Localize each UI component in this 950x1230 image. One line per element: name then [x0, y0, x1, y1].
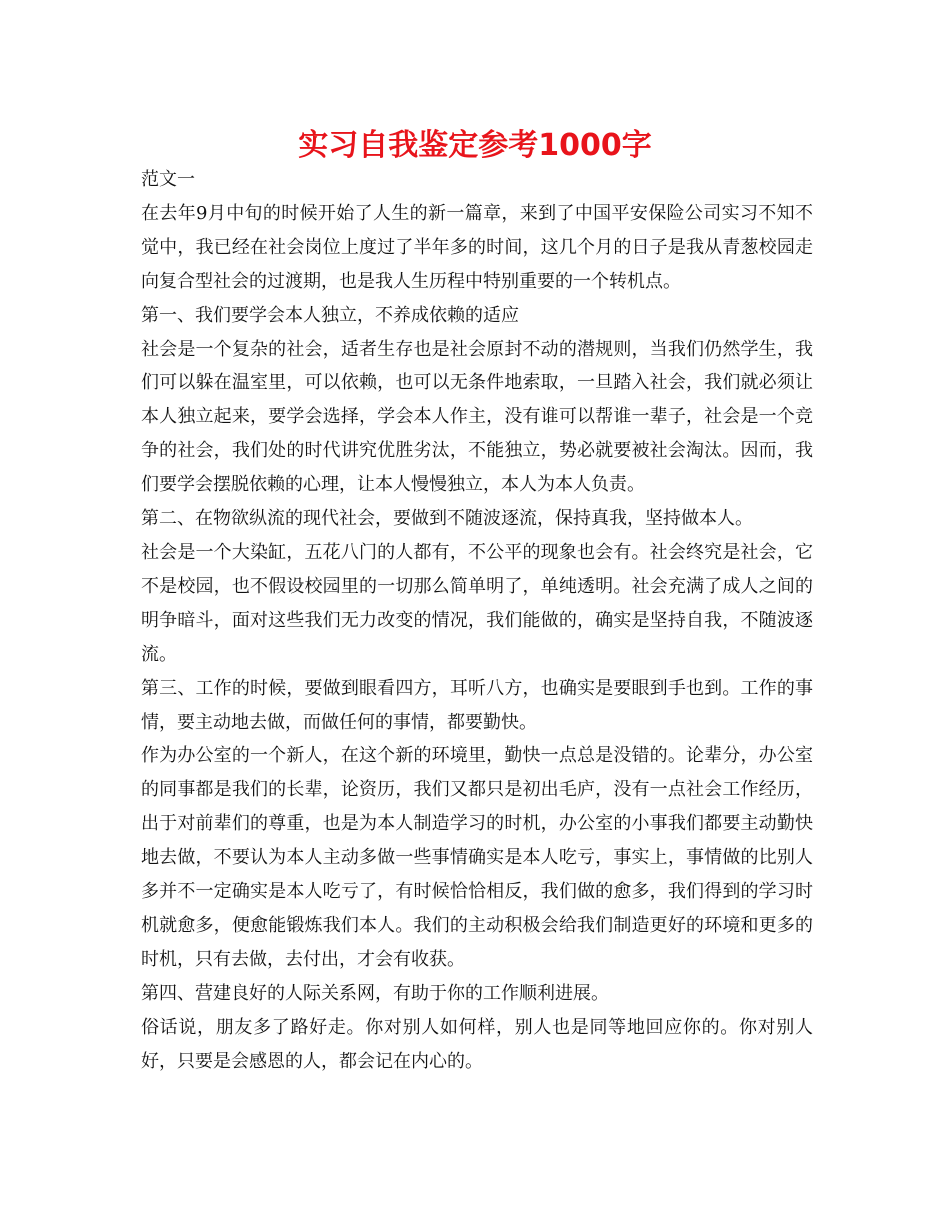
heading-point-three: 第三、工作的时候，要做到眼看四方，耳听八方，也确实是要眼到手也到。工作的事情，要主动地去做，而做任何的事情，都要勤快。: [141, 677, 813, 733]
paragraph-intro: 在去年9月中旬的时候开始了人生的新一篇章，来到了中国平安保险公司实习不知不觉中，我已经在社会岗位上度过了半年多的时间，这几个月的日子是我从青葱校园走向复合型社会的过渡期，也是我人生历程中特别重要的一个转机点。: [141, 202, 813, 292]
heading-point-two: 第二、在物欲纵流的现代社会，要做到不随波逐流，保持真我，坚持做本人。: [141, 508, 753, 530]
paragraph-point-one: 社会是一个复杂的社会，适者生存也是社会原封不动的潜规则，当我们仍然学生，我们可以躲在温室里，可以依赖，也可以无条件地索取，一旦踏入社会，我们就必须让本人独立起来，要学会选择，学会本人作主，没有谁可以帮谁一辈子，社会是一个竞争的社会，我们处的时代讲究优胜劣汰，不能独立，势必就要被社会淘汰。因而，我们要学会摆脱依赖的心理，让本人慢慢独立，本人为本人负责。: [141, 338, 813, 496]
paragraph-point-four: 俗话说，朋友多了路好走。你对别人如何样，别人也是同等地回应你的。你对别人好，只要是会感恩的人，都会记在内心的。: [141, 1016, 813, 1072]
paragraph-sample-label: 范文一: [141, 169, 195, 190]
document-body: [141, 163, 813, 1078]
document-title: 实习自我鉴定参考1000字: [298, 128, 652, 163]
paragraph-point-two: 社会是一个大染缸，五花八门的人都有，不公平的现象也会有。社会终究是社会，它不是校园，也不假设校园里的一切那么简单明了，单纯透明。社会充满了成人之间的明争暗斗，面对这些我们无力改变的情况，我们能做的，确实是坚持自我，不随波逐流。: [141, 541, 813, 665]
heading-point-one: 第一、我们要学会本人独立，不养成依赖的适应: [141, 304, 519, 326]
heading-point-four: 第四、营建良好的人际关系网，有助于你的工作顺利进展。: [141, 982, 609, 1004]
paragraph-point-three: 作为办公室的一个新人，在这个新的环境里，勤快一点总是没错的。论辈分，办公室的同事都是我们的长辈，论资历，我们又都只是初出毛庐，没有一点社会工作经历，出于对前辈们的尊重，也是为本人制造学习的时机，办公室的小事我们都要主动勤快地去做，不要认为本人主动多做一些事情确实是本人吃亏，事实上，事情做的比别人多并不一定确实是本人吃亏了，有时候恰恰相反，我们做的愈多，我们得到的学习时机就愈多，便愈能锻炼我们本人。我们的主动积极会给我们制造更好的环境和更多的时机，只有去做，去付出，才会有收获。: [141, 745, 813, 970]
